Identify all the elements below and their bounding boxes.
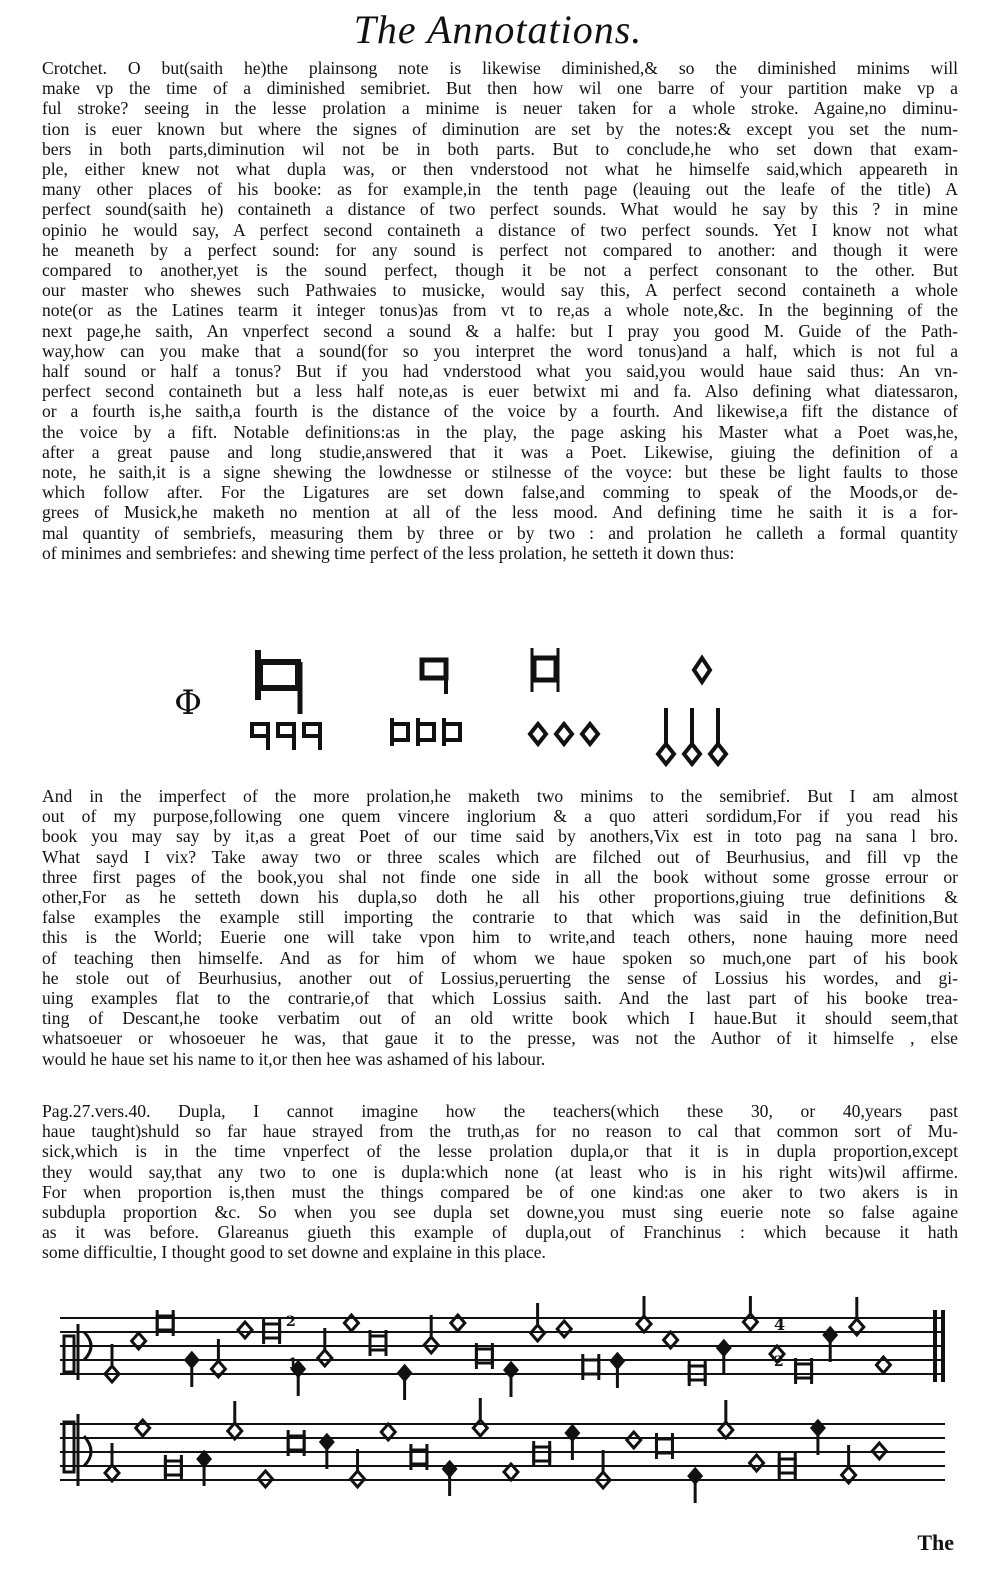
note [531, 1303, 545, 1341]
note [399, 1366, 411, 1400]
proportion-numeral-lower-1: 1 [288, 1356, 298, 1372]
text-line: And in the imperfect of the more prolation,he maketh two minims to the semibrief. But I am almost [42, 786, 958, 806]
text-line: make vp the time of a diminished semibriet. But then how wil one barre of your partition make vp a [42, 78, 958, 99]
text-line: false examples the example still importing the contrarie to that which was said in the definition,But [42, 907, 958, 928]
text-line: ple, either knew not what dupla was, or then vnderstood not what he himselfe said,which appeareth in [42, 159, 958, 180]
text-line: they would say,that any two to one is dupla:which none (at least who is in his right wits)wil affirme. [42, 1161, 958, 1182]
note [718, 1341, 730, 1375]
text-line: next page,he saith, An vnperfect second a sound & a halfe: but I pray you good M. Guide of the Path- [42, 320, 958, 341]
text-line: bers in both parts,diminution wil not be in both parts. But to conclude,he who set down that exam- [42, 138, 958, 159]
note [370, 1330, 386, 1356]
text-line: way,how can you make that a sound(for so you interpret the word tonus)and a half, which is not ful a [42, 340, 958, 361]
text-line: sick,which is in the time vnperfect of the lesse prolation dupla,or that it is in dupla proportion,except [42, 1141, 958, 1162]
text-line: some difficultie, I thought good to set downe and explaine in this place. [42, 1242, 546, 1263]
proportion-numeral-upper-2: 4 [774, 1315, 786, 1334]
text-line: perfect sound(saith he) containeth a distance of two perfect sounds. What would he say by this ? in mine [42, 199, 958, 220]
text-line: would he haue set his name to it,or then hee was ashamed of his labour. [42, 1048, 546, 1069]
note [534, 1441, 550, 1467]
text-line: grees of Musick,he maketh no mention at all of the less mood. And defining time he saith it is a for- [42, 502, 958, 523]
text-line: our master who shewes such Pathwaies to musicke, would say this, A perfect second containeth a whole [42, 280, 958, 301]
paragraph-dupla [42, 1101, 958, 1263]
text-line: mal quantity of sembriefs, measuring them by three or by two : and prolation he calleth a formal quantity [42, 522, 958, 543]
note [850, 1297, 864, 1335]
text-line: the voice by a fift. Notable definitions:as in the play, the page asking his Master what a Poet was,he, [42, 421, 958, 442]
note [566, 1426, 578, 1460]
note [186, 1353, 198, 1387]
text-line: many other places of his booke: as for example,in the tenth page (leauing out the leafe of the title) A [42, 179, 958, 200]
proportion-numeral-lower-2: 2 [774, 1354, 784, 1370]
note [238, 1322, 252, 1338]
note [656, 1433, 672, 1459]
text-line: of minimes and sembriefes: and shewing time perfect of the less prolation, he setteth it down thus: [42, 542, 735, 563]
notation-example-time-perfect [170, 640, 770, 780]
text-line: book you may say by it,as a great Poet of our time said by anothers,Vix est in toto pag na sana l bro. [42, 826, 958, 847]
text-line: Crotchet. O but(saith he)the plainsong note is likewise diminished,& so the diminished minims will [42, 58, 958, 78]
note [637, 1296, 651, 1332]
text-line: of teaching then himselfe. And as for him of whom we haue spoken so much,one part of his book [42, 947, 958, 968]
text-line: after a great pause and long studie,answered that it was a Poet. Likewise, giuing the definition of a [42, 441, 958, 462]
lower-row-notes [252, 708, 726, 764]
note [165, 1455, 181, 1481]
note [105, 1443, 119, 1481]
text-line: tion is euer known but where the signes of diminution are set by the notes:& except you set the num- [42, 118, 958, 139]
text-line: What sayd I vix? Take away two or three scales which are filched out of Beurhusius, and fill vp the [42, 846, 958, 867]
note [750, 1455, 764, 1471]
text-line: ful stroke? seeing in the lesse prolation a minime is neuer taken for a whole stroke. Againe,no diminu- [42, 98, 958, 119]
text-line: whatsoeuer or whosoeuer he was, that gaue it to the presse, was not the Author of it himselfe , else [42, 1028, 958, 1049]
text-line: he meaneth by a perfect sound: for any sound is perfect not compared to another: and though it were [42, 239, 958, 260]
text-line: perfect second containeth but a less half note,as is euer betwixt mi and fa. Also defining what diatessaron, [42, 381, 958, 402]
note [611, 1354, 623, 1388]
note [228, 1401, 242, 1439]
text-line: For when proportion is,then must the things compared be of one kind:as one aker to two akers is in [42, 1181, 958, 1202]
note [743, 1296, 757, 1330]
catchword: The [917, 1530, 954, 1555]
text-line: three first pages of the book,you shal not finde one side in all the book without some grosse errour or [42, 866, 958, 887]
paragraph-crotchet [42, 58, 958, 563]
text-line: which follow after. For the Ligatures are set down false,and comming to speak of the Moods,or de- [42, 482, 958, 503]
text-line: half sound or half a tonus? But if you had vnderstood what you said,you would haue said thus: An vn- [42, 361, 958, 382]
notes-lower [105, 1398, 886, 1503]
note [473, 1398, 487, 1436]
note [424, 1315, 438, 1353]
note [842, 1445, 856, 1483]
notes-upper [105, 1296, 890, 1400]
text-line: other,For as he setteth down his dupla,so doth he all his other proportions,giuing true definitions & [42, 887, 958, 908]
paragraph-imperfect-prolation [42, 786, 958, 1069]
note [689, 1469, 701, 1503]
music-example-dupla [50, 1296, 950, 1516]
mensuration-sign: Φ [174, 683, 202, 723]
text-line: haue taught)shuld so far haue strayed from the truth,as for no reason to cal that common sort of Mu- [42, 1121, 958, 1142]
running-title: The Annotations. [353, 7, 643, 52]
text-line: as it was before. Glareanus giueth this example of dupla,out of Franchinus : which because it hath [42, 1222, 958, 1243]
text-line: note(or as the Latines tearm it integer tonus)as from vt to re,as a whole note,&c. In the beginning of the [42, 300, 958, 321]
note [136, 1420, 150, 1436]
text-line: this is the World; Euerie one will take vpon him to write,and teach others, none hauing more need [42, 927, 958, 948]
text-line: subdupla proportion &c. So when you see dupla set downe,you must sing euerie note so false againe [42, 1202, 958, 1223]
proportion-numeral-upper-1: 2 [286, 1314, 296, 1330]
upper-row-notes [258, 648, 710, 714]
note [105, 1344, 119, 1382]
note [505, 1363, 517, 1397]
text-line: he stole out of Beurhusius, another out of Lossius,peruerting the sense of Lossius his wordes, and gi- [42, 967, 958, 988]
note [211, 1339, 225, 1377]
text-line: opinio he would say, A perfect second containeth a distance of two perfect sounds. Yet I know not what [42, 219, 958, 240]
text-line: compared to another,yet is the sound perfect, though it be not a perfect consonant to the other. But [42, 260, 958, 281]
text-line: ting of Descant,he tooke verbatim out of an old writte book which I haue.But it should seem,that [42, 1008, 958, 1029]
note [596, 1450, 610, 1488]
note [719, 1400, 733, 1438]
note [796, 1358, 812, 1384]
text-line: out of my purpose,following one quem vincere inglorium & a quo atteri sordidum,For if you read his [42, 806, 958, 827]
text-line: or a fourth is,he saith,a fourth is the distance of the voice by a fourth. And likewise,a fift the distance of [42, 401, 958, 422]
note [351, 1449, 365, 1487]
text-line: uing examples flat to the contrarie,of that which Lossius saith. And the last part of his booke trea- [42, 988, 958, 1009]
note [627, 1432, 641, 1448]
note [583, 1354, 599, 1380]
text-line: Pag.27.vers.40. Dupla, I cannot imagine how the teachers(which these 30, or 40,years past [42, 1101, 958, 1121]
note [557, 1321, 571, 1337]
text-line: note, he saith,it is a signe shewing the lowdnesse or stilnesse of the voyce: but these be light faults to those [42, 462, 958, 483]
